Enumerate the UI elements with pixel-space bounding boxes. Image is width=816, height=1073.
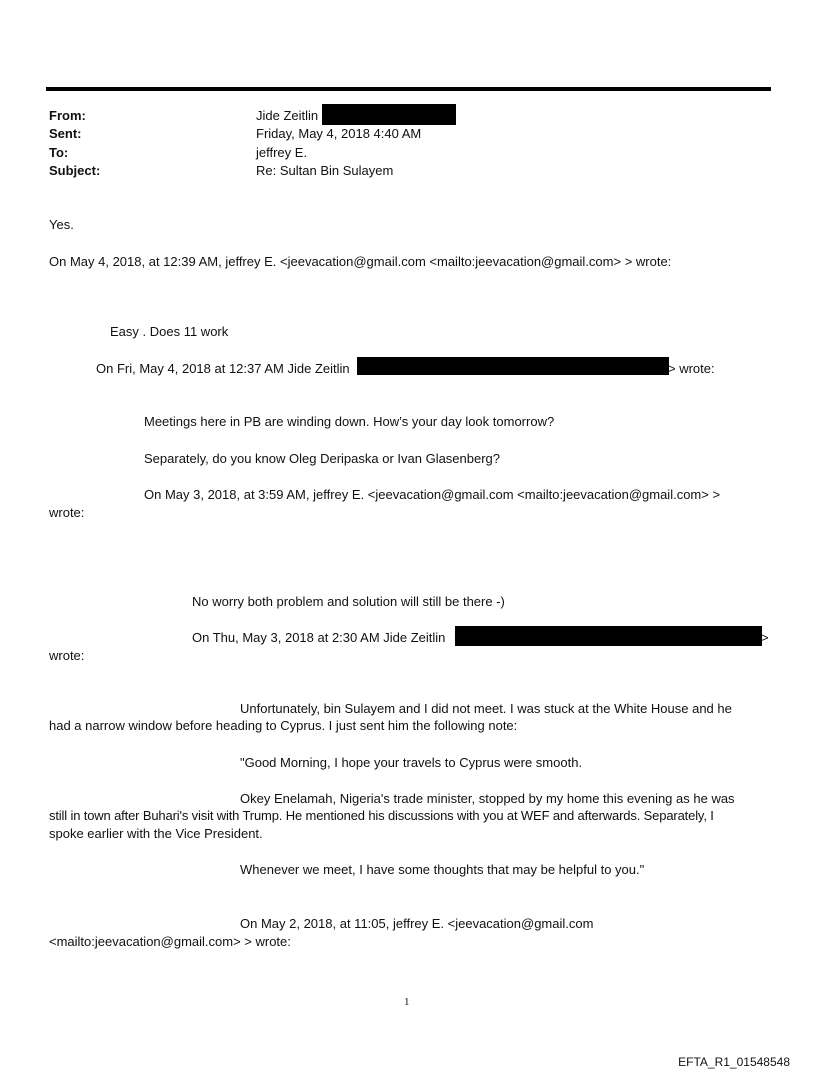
quote5-header-line1: On May 2, 2018, at 11:05, jeffrey E. <jeevacation@gmail.com xyxy=(240,916,594,931)
quote3-header-line1: On May 3, 2018, at 3:59 AM, jeffrey E. <jeevacation@gmail.com <mailto:jeevacation@gmail.com> > xyxy=(144,487,721,502)
quote2-header-end: > wrote: xyxy=(668,361,715,376)
quote4-paragraph2: "Good Morning, I hope your travels to Cyprus were smooth. xyxy=(240,755,583,770)
quote5-header-line2: <mailto:jeevacation@gmail.com> > wrote: xyxy=(49,934,291,949)
redaction-box xyxy=(357,357,669,375)
quote4-paragraph3-line2: still in town after Buhari's visit with Trump. He mentioned his discussions with you at WEF and afterwards. Separately, I xyxy=(49,808,714,823)
header-divider xyxy=(46,87,771,91)
subject-label: Subject: xyxy=(49,163,101,178)
redaction-box xyxy=(322,104,456,125)
subject-value: Re: Sultan Bin Sulayem xyxy=(256,163,394,178)
quote2-line1: Meetings here in PB are winding down. How’s your day look tomorrow? xyxy=(144,414,555,429)
to-label: To: xyxy=(49,145,69,160)
quote4-paragraph3-line1: Okey Enelamah, Nigeria's trade minister, stopped by my home this evening as he was xyxy=(240,791,735,806)
quote4-paragraph4: Whenever we meet, I have some thoughts that may be helpful to you." xyxy=(240,862,645,877)
quote4-header-start: On Thu, May 3, 2018 at 2:30 AM Jide Zeitlin xyxy=(192,630,446,645)
quote3-text: No worry both problem and solution will still be there -) xyxy=(192,594,505,609)
quote3-header-line2: wrote: xyxy=(49,505,85,520)
redaction-box xyxy=(455,626,762,646)
quote4-paragraph1-line2: had a narrow window before heading to Cyprus. I just sent him the following note: xyxy=(49,718,518,733)
quote4-paragraph3-line3: spoke earlier with the Vice President. xyxy=(49,826,263,841)
quote1-header: On May 4, 2018, at 12:39 AM, jeffrey E. <jeevacation@gmail.com <mailto:jeevacation@gmail.com> > wrote: xyxy=(49,254,672,269)
reply-text: Yes. xyxy=(49,217,74,232)
to-value: jeffrey E. xyxy=(256,145,308,160)
from-label: From: xyxy=(49,108,86,123)
quote2-line2: Separately, do you know Oleg Deripaska or Ivan Glasenberg? xyxy=(144,451,501,466)
quote2-header-start: On Fri, May 4, 2018 at 12:37 AM Jide Zeitlin xyxy=(96,361,350,376)
quote4-header-end: > xyxy=(761,630,769,645)
quote1-text: Easy . Does 11 work xyxy=(110,324,229,339)
quote4-header-line2: wrote: xyxy=(49,648,85,663)
bates-number: EFTA_R1_01548548 xyxy=(678,1055,790,1069)
from-value: Jide Zeitlin xyxy=(256,108,319,123)
quote4-paragraph1-line1: Unfortunately, bin Sulayem and I did not meet. I was stuck at the White House and he xyxy=(240,701,732,716)
sent-value: Friday, May 4, 2018 4:40 AM xyxy=(256,126,422,141)
page-number: 1 xyxy=(404,996,410,1008)
sent-label: Sent: xyxy=(49,126,82,141)
